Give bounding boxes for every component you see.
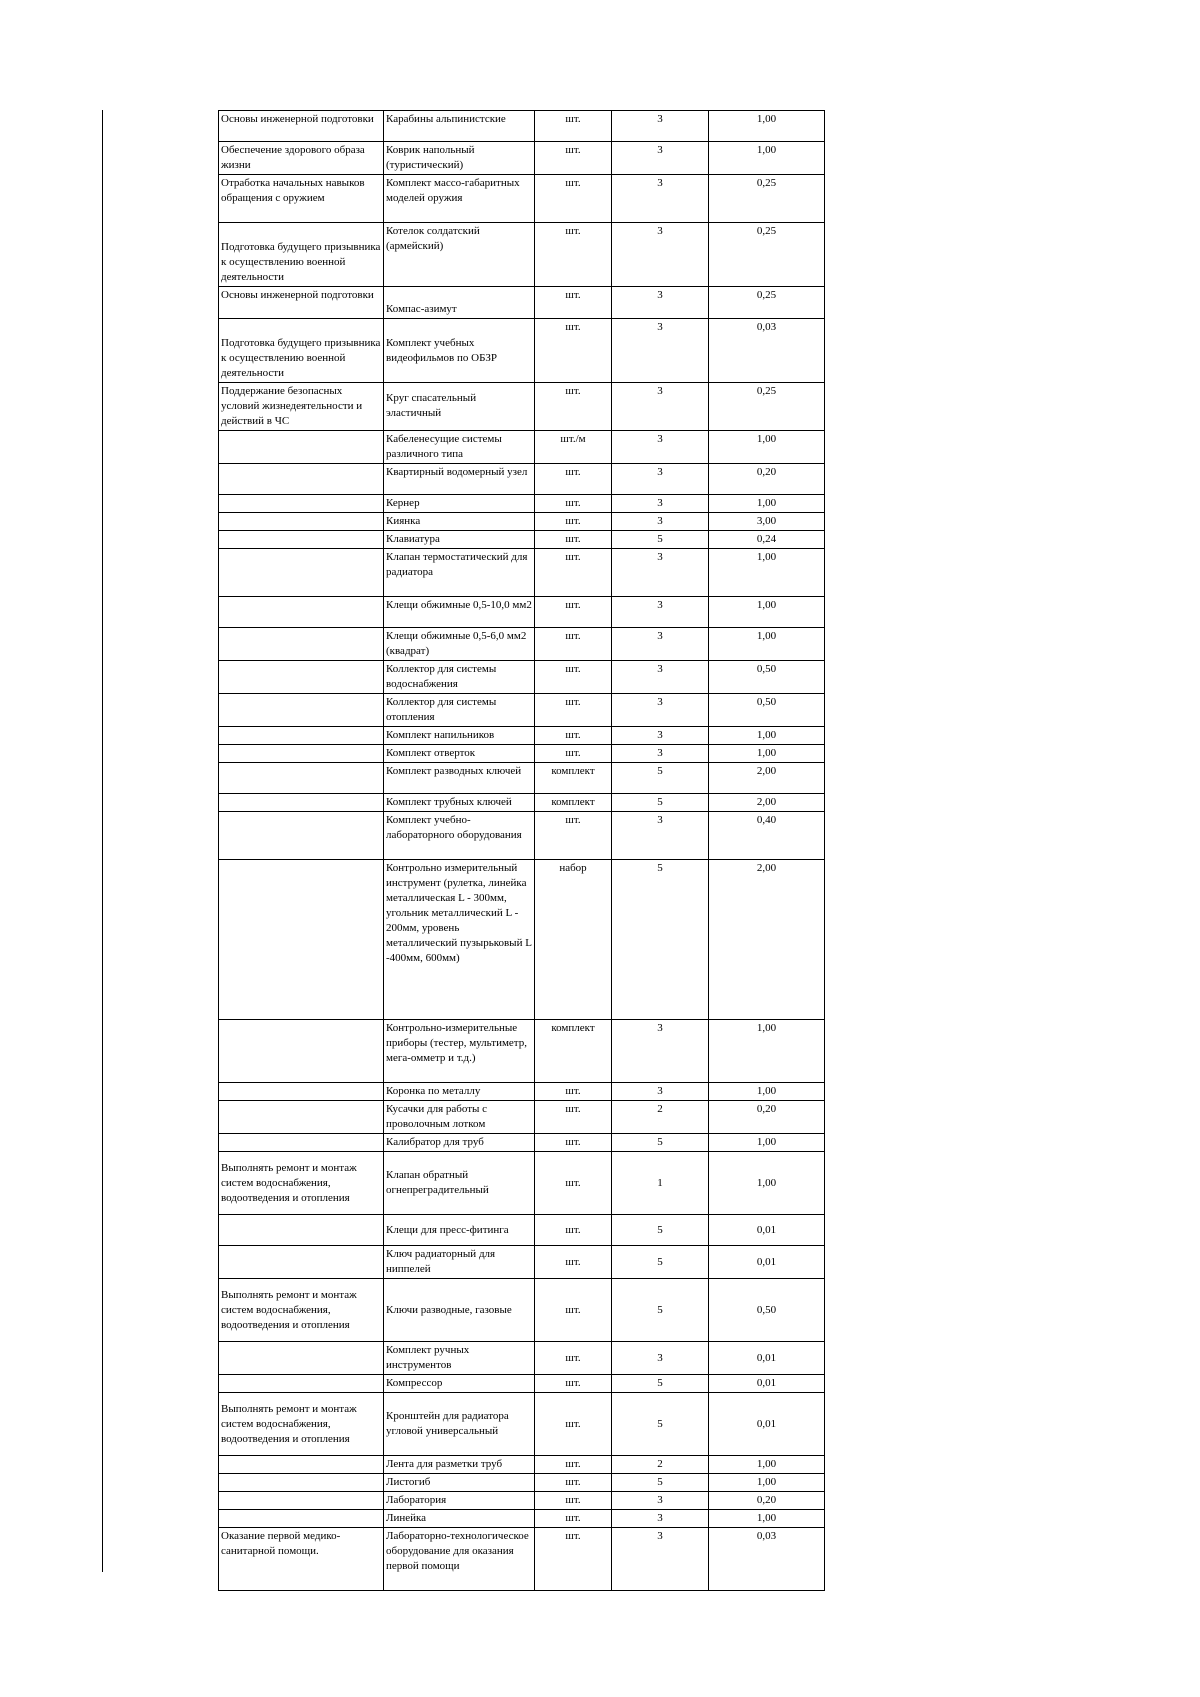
unit-cell: комплект [535, 794, 612, 812]
section-cell [219, 1215, 384, 1246]
item-name-cell: Квартирный водомерный узел [384, 464, 535, 495]
quantity-cell: 3 [612, 727, 709, 745]
coefficient-cell: 1,00 [709, 142, 825, 175]
quantity-cell: 3 [612, 1083, 709, 1101]
coefficient-cell: 0,25 [709, 383, 825, 431]
quantity-cell: 3 [612, 1510, 709, 1528]
section-cell [219, 513, 384, 531]
coefficient-cell: 0,20 [709, 1492, 825, 1510]
unit-cell: набор [535, 860, 612, 1020]
unit-cell: шт. [535, 745, 612, 763]
table-row [219, 661, 825, 694]
coefficient-cell: 1,00 [709, 495, 825, 513]
coefficient-cell: 3,00 [709, 513, 825, 531]
item-name-cell: Кронштейн для радиатора угловой универсальный [384, 1393, 535, 1456]
table-row [219, 1342, 825, 1375]
table-row [219, 763, 825, 794]
table-row [219, 431, 825, 464]
unit-cell: шт. [535, 111, 612, 142]
table-row [219, 1492, 825, 1510]
unit-cell: шт. [535, 1101, 612, 1134]
table-row [219, 727, 825, 745]
quantity-cell: 1 [612, 1152, 709, 1215]
coefficient-cell: 0,01 [709, 1246, 825, 1279]
section-cell [219, 464, 384, 495]
item-name-cell: Коллектор для системы водоснабжения [384, 661, 535, 694]
unit-cell: комплект [535, 763, 612, 794]
section-cell: Оказание первой медико-санитарной помощи. [219, 1528, 384, 1591]
unit-cell: шт./м [535, 431, 612, 464]
coefficient-cell: 0,01 [709, 1393, 825, 1456]
quantity-cell: 5 [612, 531, 709, 549]
section-cell [219, 860, 384, 1020]
table-row [219, 1101, 825, 1134]
item-name-cell: Киянка [384, 513, 535, 531]
item-name-cell: Кернер [384, 495, 535, 513]
quantity-cell: 5 [612, 763, 709, 794]
quantity-cell: 3 [612, 1492, 709, 1510]
section-cell [219, 1510, 384, 1528]
section-cell [219, 745, 384, 763]
table-row [219, 111, 825, 142]
coefficient-cell: 2,00 [709, 860, 825, 1020]
coefficient-cell: 1,00 [709, 1474, 825, 1492]
section-cell: Обеспечение здорового образа жизни [219, 142, 384, 175]
table-row [219, 1134, 825, 1152]
section-cell: Основы инженерной подготовки [219, 287, 384, 319]
quantity-cell: 3 [612, 431, 709, 464]
section-cell: Выполнять ремонт и монтаж систем водоснабжения, водоотведения и отопления [219, 1393, 384, 1456]
item-name-cell: Контрольно измерительный инструмент (рулетка, линейка металлическая L - 300мм, угольник металлический L - 200мм, уровень металлический пузырьковый L -400мм, 600мм) [384, 860, 535, 1020]
section-cell [219, 727, 384, 745]
item-name-cell: Круг спасательный эластичный [384, 383, 535, 431]
item-name-cell: Клещи для пресс-фитинга [384, 1215, 535, 1246]
item-name-cell: Клапан обратный огнепреградительный [384, 1152, 535, 1215]
table-row [219, 319, 825, 383]
table-row [219, 175, 825, 223]
unit-cell: шт. [535, 1393, 612, 1456]
unit-cell: комплект [535, 1020, 612, 1083]
section-cell: Подготовка будущего призывника к осуществлению военной деятельности [219, 223, 384, 287]
quantity-cell: 5 [612, 794, 709, 812]
coefficient-cell: 2,00 [709, 763, 825, 794]
item-name-cell: Клещи обжимные 0,5-10,0 мм2 [384, 597, 535, 628]
section-cell [219, 661, 384, 694]
item-name-cell: Клавиатура [384, 531, 535, 549]
coefficient-cell: 0,50 [709, 1279, 825, 1342]
coefficient-cell: 1,00 [709, 1083, 825, 1101]
table-row [219, 1528, 825, 1591]
unit-cell: шт. [535, 661, 612, 694]
item-name-cell: Линейка [384, 1510, 535, 1528]
table-row [219, 1375, 825, 1393]
quantity-cell: 3 [612, 812, 709, 860]
quantity-cell: 3 [612, 628, 709, 661]
unit-cell: шт. [535, 1528, 612, 1591]
unit-cell: шт. [535, 1474, 612, 1492]
quantity-cell: 3 [612, 287, 709, 319]
unit-cell: шт. [535, 812, 612, 860]
coefficient-cell: 1,00 [709, 549, 825, 597]
table-row [219, 1020, 825, 1083]
section-cell [219, 1134, 384, 1152]
coefficient-cell: 0,20 [709, 464, 825, 495]
item-name-cell: Коронка по металлу [384, 1083, 535, 1101]
equipment-table-body [219, 111, 825, 1591]
coefficient-cell: 0,01 [709, 1215, 825, 1246]
section-cell [219, 1456, 384, 1474]
unit-cell: шт. [535, 142, 612, 175]
table-row [219, 495, 825, 513]
section-cell [219, 1375, 384, 1393]
item-name-cell: Калибратор для труб [384, 1134, 535, 1152]
table-row [219, 383, 825, 431]
unit-cell: шт. [535, 531, 612, 549]
section-cell [219, 763, 384, 794]
table-row [219, 1474, 825, 1492]
section-cell [219, 431, 384, 464]
item-name-cell: Коллектор для системы отопления [384, 694, 535, 727]
section-cell [219, 549, 384, 597]
section-cell: Выполнять ремонт и монтаж систем водоснабжения, водоотведения и отопления [219, 1279, 384, 1342]
unit-cell: шт. [535, 1456, 612, 1474]
coefficient-cell: 0,25 [709, 175, 825, 223]
quantity-cell: 3 [612, 319, 709, 383]
quantity-cell: 3 [612, 661, 709, 694]
item-name-cell: Комплект учебно-лабораторного оборудования [384, 812, 535, 860]
coefficient-cell: 1,00 [709, 1152, 825, 1215]
unit-cell: шт. [535, 383, 612, 431]
table-row [219, 628, 825, 661]
unit-cell: шт. [535, 1342, 612, 1375]
unit-cell: шт. [535, 1134, 612, 1152]
section-cell [219, 812, 384, 860]
quantity-cell: 3 [612, 1342, 709, 1375]
section-cell: Основы инженерной подготовки [219, 111, 384, 142]
section-cell [219, 794, 384, 812]
item-name-cell: Компас-азимут [384, 287, 535, 319]
unit-cell: шт. [535, 175, 612, 223]
coefficient-cell: 0,50 [709, 694, 825, 727]
table-row [219, 549, 825, 597]
table-row [219, 860, 825, 1020]
unit-cell: шт. [535, 1375, 612, 1393]
coefficient-cell: 1,00 [709, 1020, 825, 1083]
quantity-cell: 5 [612, 1375, 709, 1393]
quantity-cell: 3 [612, 1020, 709, 1083]
unit-cell: шт. [535, 628, 612, 661]
quantity-cell: 2 [612, 1101, 709, 1134]
quantity-cell: 3 [612, 383, 709, 431]
section-cell [219, 1474, 384, 1492]
item-name-cell: Кабеленесущие системы различного типа [384, 431, 535, 464]
section-cell: Отработка начальных навыков обращения с оружием [219, 175, 384, 223]
item-name-cell: Комплект массо-габаритных моделей оружия [384, 175, 535, 223]
table-row [219, 1510, 825, 1528]
unit-cell: шт. [535, 513, 612, 531]
quantity-cell: 5 [612, 860, 709, 1020]
coefficient-cell: 1,00 [709, 628, 825, 661]
quantity-cell: 3 [612, 111, 709, 142]
section-cell [219, 1246, 384, 1279]
item-name-cell: Контрольно-измерительные приборы (тестер, мультиметр, мега-омметр и т.д.) [384, 1020, 535, 1083]
coefficient-cell: 1,00 [709, 1456, 825, 1474]
unit-cell: шт. [535, 495, 612, 513]
coefficient-cell: 1,00 [709, 1510, 825, 1528]
section-cell: Поддержание безопасных условий жизнедеятельности и действий в ЧС [219, 383, 384, 431]
quantity-cell: 5 [612, 1134, 709, 1152]
table-row [219, 812, 825, 860]
item-name-cell: Комплект разводных ключей [384, 763, 535, 794]
table-row [219, 1083, 825, 1101]
equipment-table [218, 110, 825, 1591]
coefficient-cell: 0,40 [709, 812, 825, 860]
item-name-cell: Ключи разводные, газовые [384, 1279, 535, 1342]
unit-cell: шт. [535, 1510, 612, 1528]
unit-cell: шт. [535, 1083, 612, 1101]
coefficient-cell: 0,25 [709, 223, 825, 287]
item-name-cell: Комплект ручных инструментов [384, 1342, 535, 1375]
section-cell: Выполнять ремонт и монтаж систем водоснабжения, водоотведения и отопления [219, 1152, 384, 1215]
table-row [219, 1215, 825, 1246]
item-name-cell: Комплект отверток [384, 745, 535, 763]
table-row [219, 745, 825, 763]
coefficient-cell: 1,00 [709, 727, 825, 745]
section-cell [219, 628, 384, 661]
table-row [219, 597, 825, 628]
coefficient-cell: 1,00 [709, 431, 825, 464]
quantity-cell: 3 [612, 223, 709, 287]
section-cell [219, 1083, 384, 1101]
coefficient-cell: 0,01 [709, 1342, 825, 1375]
item-name-cell: Комплект трубных ключей [384, 794, 535, 812]
unit-cell: шт. [535, 727, 612, 745]
section-cell [219, 1020, 384, 1083]
item-name-cell: Коврик напольный (туристический) [384, 142, 535, 175]
quantity-cell: 5 [612, 1246, 709, 1279]
item-name-cell: Лаборатория [384, 1492, 535, 1510]
quantity-cell: 3 [612, 175, 709, 223]
table-row [219, 464, 825, 495]
item-name-cell: Котелок солдатский (армейский) [384, 223, 535, 287]
coefficient-cell: 0,03 [709, 1528, 825, 1591]
table-row [219, 1393, 825, 1456]
item-name-cell: Клапан термостатический для радиатора [384, 549, 535, 597]
quantity-cell: 3 [612, 495, 709, 513]
coefficient-cell: 0,25 [709, 287, 825, 319]
quantity-cell: 5 [612, 1215, 709, 1246]
table-row [219, 1246, 825, 1279]
section-cell [219, 495, 384, 513]
item-name-cell: Лабораторно-технологическое оборудование для оказания первой помощи [384, 1528, 535, 1591]
unit-cell: шт. [535, 549, 612, 597]
quantity-cell: 3 [612, 464, 709, 495]
unit-cell: шт. [535, 1246, 612, 1279]
item-name-cell: Клещи обжимные 0,5-6,0 мм2 (квадрат) [384, 628, 535, 661]
item-name-cell: Кусачки для работы с проволочным лотком [384, 1101, 535, 1134]
unit-cell: шт. [535, 464, 612, 495]
quantity-cell: 3 [612, 745, 709, 763]
coefficient-cell: 0,50 [709, 661, 825, 694]
section-cell [219, 694, 384, 727]
table-row [219, 794, 825, 812]
quantity-cell: 5 [612, 1474, 709, 1492]
quantity-cell: 2 [612, 1456, 709, 1474]
unit-cell: шт. [535, 694, 612, 727]
unit-cell: шт. [535, 1492, 612, 1510]
item-name-cell: Комплект напильников [384, 727, 535, 745]
table-row [219, 142, 825, 175]
item-name-cell: Компрессор [384, 1375, 535, 1393]
item-name-cell: Лента для разметки труб [384, 1456, 535, 1474]
unit-cell: шт. [535, 1152, 612, 1215]
section-cell [219, 1101, 384, 1134]
quantity-cell: 5 [612, 1393, 709, 1456]
quantity-cell: 3 [612, 597, 709, 628]
unit-cell: шт. [535, 1215, 612, 1246]
quantity-cell: 3 [612, 694, 709, 727]
table-row [219, 1152, 825, 1215]
section-cell [219, 1342, 384, 1375]
unit-cell: шт. [535, 1279, 612, 1342]
item-name-cell: Карабины альпинистские [384, 111, 535, 142]
item-name-cell: Листогиб [384, 1474, 535, 1492]
table-row [219, 287, 825, 319]
table-row [219, 694, 825, 727]
unit-cell: шт. [535, 287, 612, 319]
table-row [219, 223, 825, 287]
quantity-cell: 3 [612, 1528, 709, 1591]
coefficient-cell: 1,00 [709, 597, 825, 628]
table-row [219, 1456, 825, 1474]
quantity-cell: 3 [612, 142, 709, 175]
table-row [219, 531, 825, 549]
quantity-cell: 5 [612, 1279, 709, 1342]
coefficient-cell: 1,00 [709, 111, 825, 142]
coefficient-cell: 0,01 [709, 1375, 825, 1393]
section-cell [219, 597, 384, 628]
item-name-cell: Ключ радиаторный для ниппелей [384, 1246, 535, 1279]
quantity-cell: 3 [612, 549, 709, 597]
section-cell [219, 1492, 384, 1510]
section-cell: Подготовка будущего призывника к осуществлению военной деятельности [219, 319, 384, 383]
coefficient-cell: 1,00 [709, 1134, 825, 1152]
coefficient-cell: 2,00 [709, 794, 825, 812]
section-cell [219, 531, 384, 549]
unit-cell: шт. [535, 223, 612, 287]
unit-cell: шт. [535, 319, 612, 383]
page-margin-rule [102, 110, 103, 1572]
table-row [219, 1279, 825, 1342]
coefficient-cell: 0,24 [709, 531, 825, 549]
coefficient-cell: 0,03 [709, 319, 825, 383]
coefficient-cell: 0,20 [709, 1101, 825, 1134]
quantity-cell: 3 [612, 513, 709, 531]
unit-cell: шт. [535, 597, 612, 628]
table-row [219, 513, 825, 531]
coefficient-cell: 1,00 [709, 745, 825, 763]
item-name-cell: Комплект учебных видеофильмов по ОБЗР [384, 319, 535, 383]
